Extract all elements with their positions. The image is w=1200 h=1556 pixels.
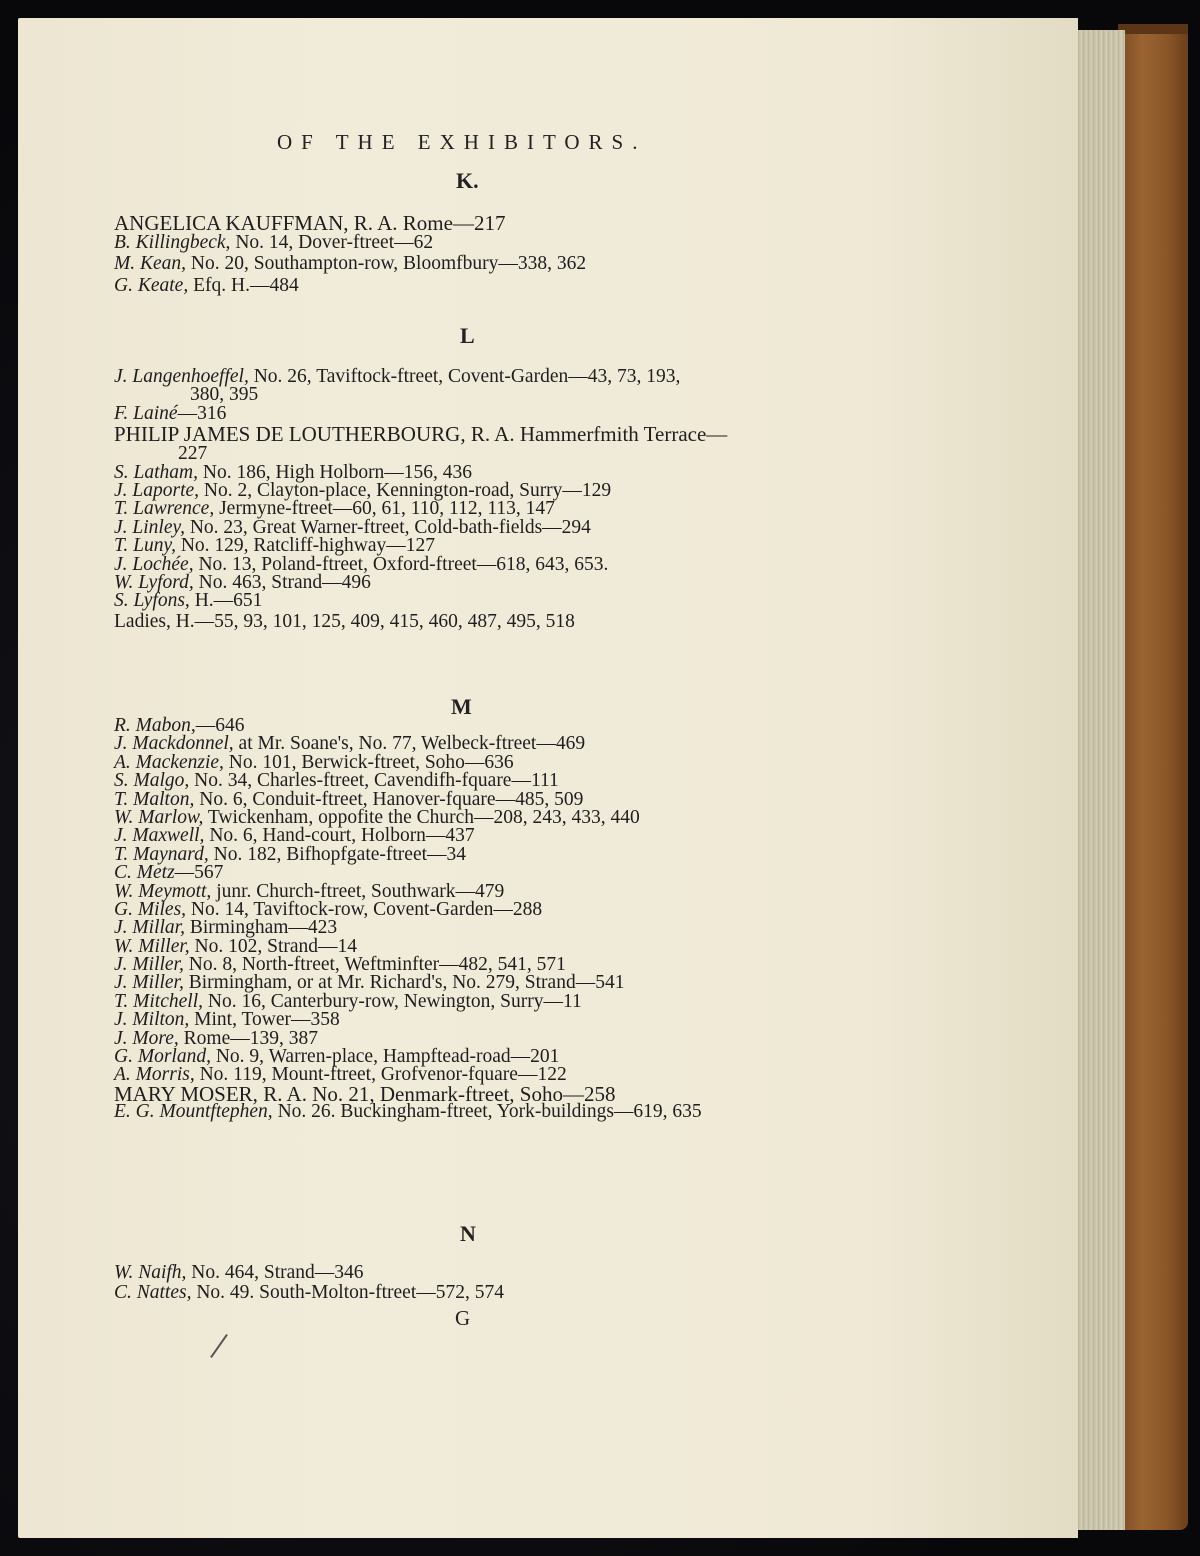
section-letter-l: L (460, 323, 475, 348)
entry-name: S. Lyfons, (114, 590, 190, 612)
entry-name: ANGELICA KAUFFMAN, (114, 211, 349, 235)
entry-name: A. Mackenzie, (114, 751, 224, 773)
entry-name: T. Maynard, (114, 843, 209, 865)
entry-name: T. Luny, (114, 535, 176, 557)
entry-name: C. Metz (114, 862, 175, 884)
entry-name: J. Laporte, (114, 479, 200, 501)
section-n-entries (114, 1264, 854, 1303)
entry-detail: Twickenham, oppofite the Church—208, 243, 433, 440 (203, 806, 640, 828)
entry-name: C. Nattes, (114, 1282, 192, 1304)
entry-detail: No. 20, Southampton-row, Bloomfbury—338, 362 (186, 253, 587, 275)
entry-name: G. Keate, (114, 274, 189, 296)
entry-name: J. Maxwell, (114, 825, 205, 847)
entry-detail: No. 6, Hand-court, Holborn—437 (204, 825, 475, 847)
entry-detail: No. 8, North-ftreet, Weftminfter—482, 541, 571 (183, 954, 566, 976)
running-head: OF THE EXHIBITORS. (277, 130, 647, 154)
entry-detail: No. 102, Strand—14 (189, 935, 358, 957)
entry-detail: —646 (195, 715, 245, 736)
entry-detail: No. 464, Strand—346 (186, 1262, 364, 1283)
entry-name: B. Killingbeck, (114, 232, 231, 253)
entry-name: W. Naifh, (114, 1262, 187, 1283)
entry-detail: No. 26. Buckingham-ftreet, York-buildings—619, 635 (272, 1101, 702, 1123)
entry-name: J. Miller, (114, 972, 184, 994)
entry (114, 1264, 854, 1282)
section-m-entries (114, 717, 834, 1122)
entry-detail: R. A. Hammerfmith Terrace— (465, 422, 728, 447)
section-letter-k: K. (456, 168, 479, 193)
entry-detail: junr. Church-ftreet, Southwark—479 (211, 880, 505, 902)
entry-name: S. Latham, (114, 461, 198, 483)
section-k-entries (114, 212, 854, 295)
entry-name: T. Malton, (114, 788, 195, 810)
entry (114, 234, 854, 252)
entry-detail: No. 182, Bifhopfgate-ftreet—34 (208, 843, 467, 865)
entry-detail: Birmingham—423 (184, 917, 338, 939)
entry-detail: at Mr. Soane's, No. 77, Welbeck-ftreet—469 (233, 733, 586, 755)
entry-detail: 227 (178, 443, 208, 465)
entry-name: W. Miller, (114, 935, 190, 957)
entry-detail: No. 6, Conduit-ftreet, Hanover-fquare—485, 509 (194, 788, 584, 810)
entry-detail: No. 129, Ratcliff-highway—127 (175, 535, 436, 557)
entry-name: J. More, (114, 1027, 179, 1049)
section-l-entries (114, 368, 834, 631)
entry-name: J. Mackdonnel, (114, 733, 234, 755)
entry-detail: No. 49. South-Molton-ftreet—572, 574 (191, 1282, 504, 1304)
entry-detail: Mint, Tower—358 (189, 1009, 340, 1031)
entry (114, 592, 834, 610)
entry-name: G. Morland, (114, 1046, 211, 1068)
entry-name: J. Miller, (114, 954, 184, 976)
entry-detail: —316 (177, 402, 227, 424)
entry-detail: No. 16, Canterbury-row, Newington, Surry—11 (203, 990, 582, 1012)
entry (114, 1103, 834, 1121)
entry-detail: No. 101, Berwick-ftreet, Soho—636 (223, 751, 514, 773)
entry-name: W. Meymott, (114, 880, 212, 902)
entry-name: T. Lawrence, (114, 498, 215, 520)
entry-detail: No. 119, Mount-ftreet, Grofvenor-fquare—122 (194, 1064, 567, 1086)
entry (114, 402, 834, 424)
entry-name: G. Miles, (114, 898, 187, 920)
entry-name: J. Langenhoeffel, (114, 366, 249, 387)
entry-detail: —567 (174, 862, 224, 884)
entry-name: W. Lyford, (114, 571, 194, 593)
entry-detail: No. 2, Clayton-place, Kennington-road, Surry—129 (199, 479, 612, 501)
entry (114, 423, 834, 445)
entry-name: S. Malgo, (114, 770, 190, 792)
entry-name: F. Lainé (114, 402, 178, 424)
entry-detail: No. 463, Strand—496 (193, 571, 371, 593)
entry-detail: No. 13, Poland-ftreet, Oxford-ftreet—618, 643, 653. (193, 553, 609, 575)
entry-detail: No. 34, Charles-ftreet, Cavendifh-fquare—111 (189, 770, 559, 792)
entry-detail: R. A. No. 21, Denmark-ftreet, Soho—258 (257, 1081, 616, 1106)
entry-name: J. Millar, (114, 917, 185, 939)
entry-detail: H.—651 (189, 590, 263, 612)
entry-detail: No. 186, High Holborn—156, 436 (197, 461, 473, 483)
entry-detail: Ladies, H.—55, 93, 101, 125, 409, 415, 460, 487, 495, 518 (114, 610, 575, 632)
entry (114, 274, 854, 296)
entry-name: W. Marlow, (114, 806, 204, 828)
entry-name: J. Linley, (114, 516, 185, 538)
entry-name: J. Milton, (114, 1009, 190, 1031)
binding-shadow (1118, 24, 1188, 34)
book-binding (1118, 24, 1188, 1530)
entry (114, 1284, 854, 1302)
entry-detail: R. A. Rome—217 (348, 211, 506, 235)
entry-name: M. Kean, (114, 253, 187, 275)
entry (114, 212, 854, 234)
entry-name: R. Mabon, (114, 715, 196, 736)
entry (114, 255, 854, 273)
entry-detail: No. 9, Warren-place, Hampftead-road—201 (210, 1046, 560, 1068)
entry-detail: Birmingham, or at Mr. Richard's, No. 279, Strand—541 (183, 972, 625, 994)
entry-name: A. Morris, (114, 1064, 195, 1086)
entry-detail: No. 14, Taviftock-row, Covent-Garden—288 (186, 898, 543, 920)
section-letter-n: N (460, 1221, 476, 1246)
entry-name: MARY MOSER, (114, 1081, 258, 1106)
entry-detail: Efq. H.—484 (188, 274, 299, 296)
entry-name: T. Mitchell, (114, 990, 203, 1012)
entry-detail: Jermyne-ftreet—60, 61, 110, 112, 113, 147 (214, 498, 555, 520)
entry-detail: No. 26, Taviftock-ftreet, Covent-Garden—43, 73, 193, (248, 366, 681, 387)
entry-name: PHILIP JAMES DE LOUTHERBOURG, (114, 422, 466, 447)
signature-mark: G (455, 1306, 471, 1330)
entry-name: E. G. Mountftephen, (114, 1101, 273, 1123)
section-letter-m: M (451, 694, 472, 719)
entry-detail: Rome—139, 387 (178, 1027, 319, 1049)
entry (114, 610, 834, 632)
entry-name: J. Lochée, (114, 553, 194, 575)
entry-detail: No. 23, Great Warner-ftreet, Cold-bath-fields—294 (184, 516, 591, 538)
entry-detail: 380, 395 (190, 384, 259, 406)
entry-detail: No. 14, Dover-ftreet—62 (230, 232, 434, 253)
